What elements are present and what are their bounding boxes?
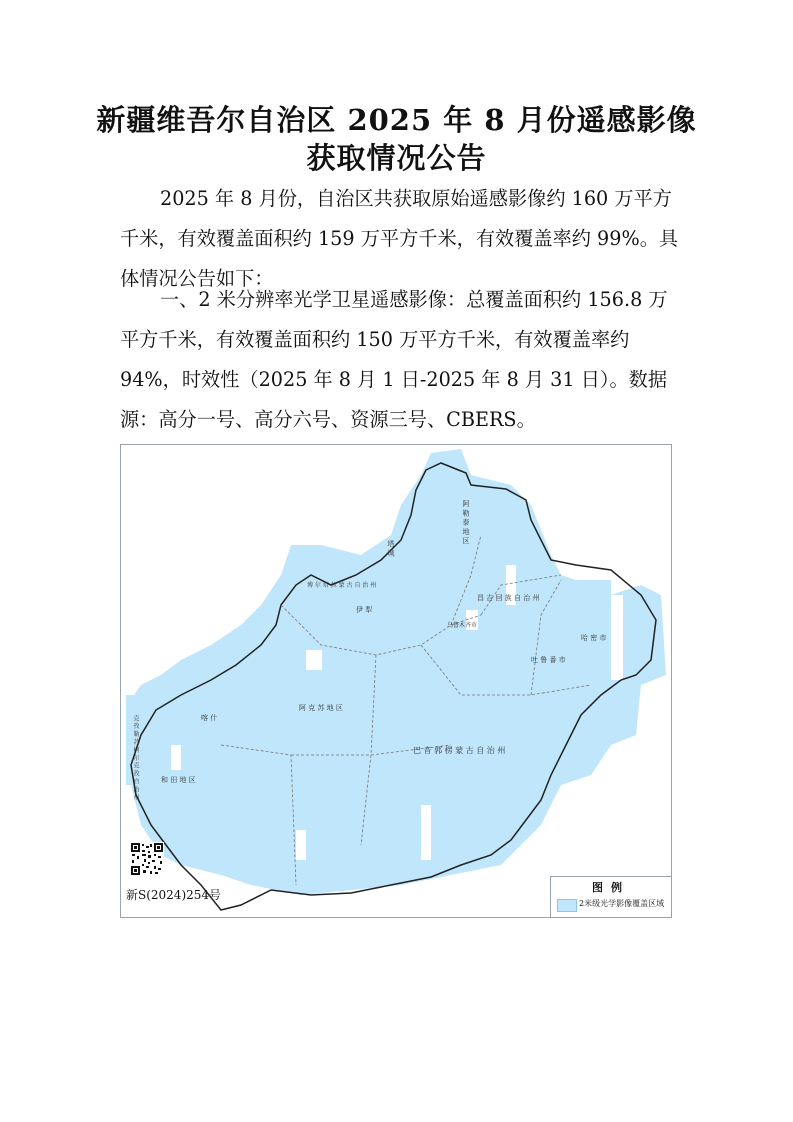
map-label-bayingolin: 巴 音 郭 楞 蒙 古 自 治 州 — [413, 746, 506, 755]
map-label-altay: 阿 勒 泰 地 区 — [462, 500, 470, 544]
document-title-line-1: 新疆维吾尔自治区 2025 年 8 月份遥感影像 — [96, 103, 697, 137]
paragraph-optical-imagery — [120, 280, 680, 440]
legend-coverage-swatch — [557, 899, 577, 912]
map-label-hotan: 和 田 地 区 — [161, 776, 196, 784]
coverage-map — [120, 444, 672, 918]
map-label-changji: 昌 吉 回 族 自 治 州 — [477, 594, 540, 602]
paragraph-optical-imagery-text: 一、2 米分辨率光学卫星遥感影像：总覆盖面积约 156.8 万平方千米，有效覆盖面积约 150 万平方千米，有效覆盖率约 94%，时效性（2025 年 8 月 1 日-2025 年 8 月 31 日）。数据源：高分一号、高分六号、资源三号、CBERS。 — [120, 288, 668, 431]
coverage-area — [126, 449, 666, 895]
map-label-kizilsu: 克 孜 勒 苏 柯 尔 克 孜 自 治 州 — [132, 715, 139, 801]
map-label-hami: 哈 密 市 — [581, 634, 607, 642]
paragraph-summary-text: 2025 年 8 月份，自治区共获取原始遥感影像约 160 万平方千米，有效覆盖面积约 159 万平方千米，有效覆盖率约 99%。具体情况公告如下： — [120, 187, 679, 290]
map-label-tacheng: 塔 城 — [387, 540, 395, 557]
map-legend — [550, 876, 671, 917]
qr-code-icon — [130, 842, 164, 876]
coverage-map-svg — [121, 445, 672, 918]
map-label-turpan: 吐 鲁 番 市 — [531, 656, 566, 664]
map-label-ili: 伊 犁 — [356, 606, 373, 614]
map-label-kashgar: 喀 什 — [201, 714, 218, 722]
map-approval-number: 新S(2024)254号 — [126, 888, 222, 902]
legend-coverage-label: 2米级光学影像覆盖区域 — [579, 899, 665, 908]
map-label-aksu: 阿 克 苏 地 区 — [299, 704, 343, 712]
map-label-bortala: 博 尔 塔 拉 蒙 古 自 治 州 — [307, 582, 377, 589]
document-title-line-2: 获取情况公告 — [306, 141, 487, 175]
map-label-urumqi: 乌鲁木齐市 — [447, 622, 478, 629]
legend-title: 图例 — [592, 881, 630, 894]
